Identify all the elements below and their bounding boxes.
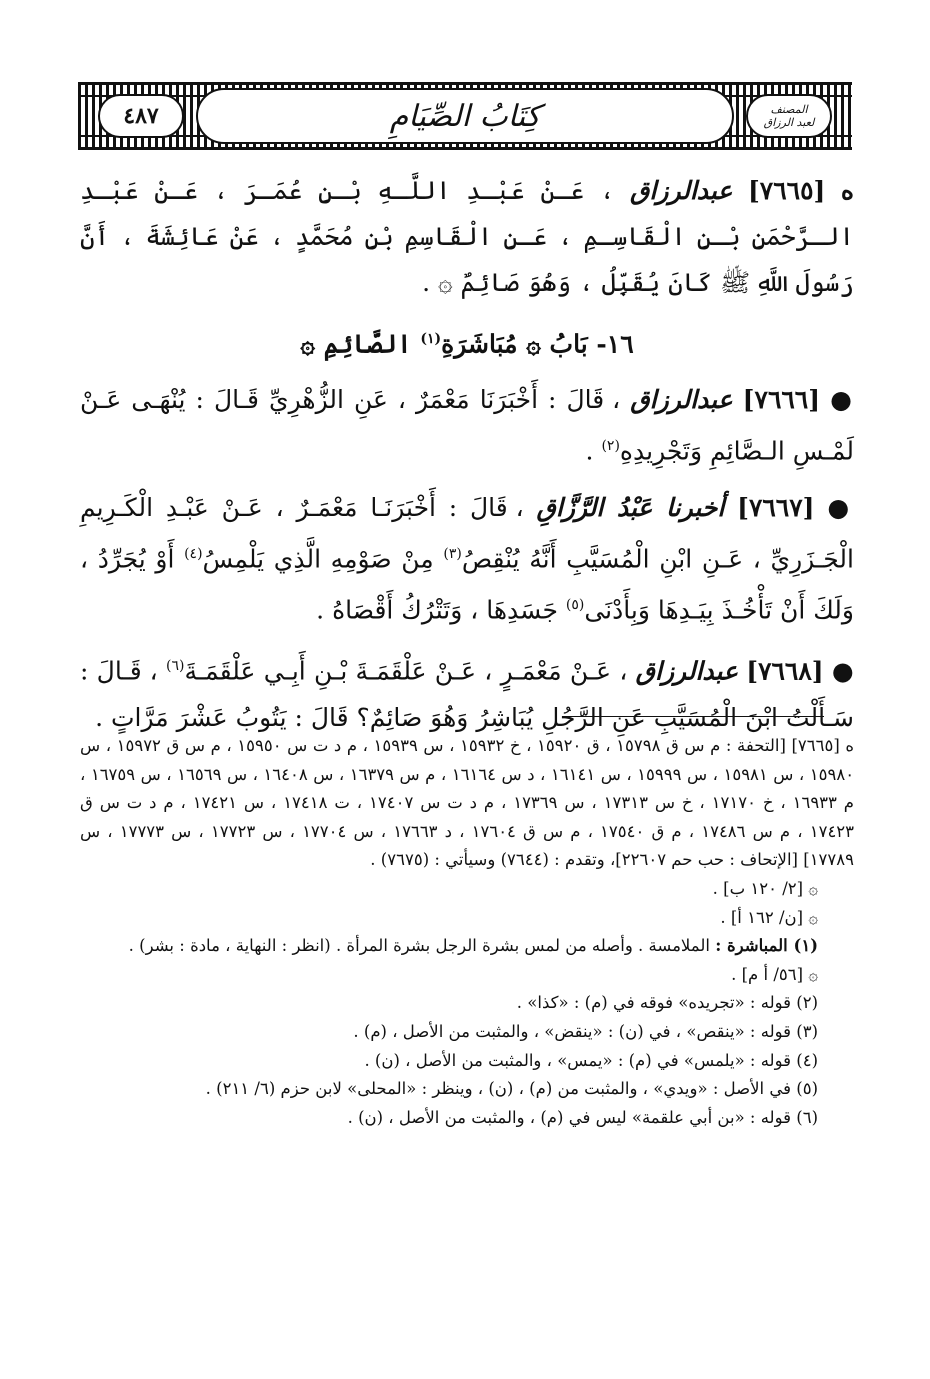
hadith-7667: [80, 485, 854, 634]
footnote-1-text: الملامسة . وأصله من لمس بشرة الرجل بشرة المرأة . (انظر : النهاية ، مادة : بشر) .: [128, 936, 710, 956]
footnote-ref: (٣): [443, 545, 462, 562]
series-line-2: لعبد الرزاق: [763, 116, 815, 129]
hadith-marker: ه: [840, 176, 854, 205]
book-title: كِتَابُ الصِّيَامِ: [389, 98, 541, 134]
hadith-text: ، عَـنْ عَبْـدِ اللَّـهِ بْـنِ عُمَـرَ ، عَـنْ عَبْـدِ الـرَّحْمَنِ بْـنِ الْقَاسِـمِ ، عَـنِ الْقَاسِمِ بْنِ مُحَمَّدٍ ، عَنْ عَائِشَةَ ، أَنَّ رَسُولَ اللَّهِ ﷺ كَانَ يُقَبِّلُ ، وَهُوَ صَائِمٌ ۞ .: [80, 176, 854, 297]
page-number: [98, 94, 184, 138]
main-text: [80, 168, 854, 751]
folio-note: ۞ [٢/ ١٢٠ ب] .: [712, 878, 818, 898]
hadith-text-2: مِنْ صَوْمِهِ الَّذِي يَلْمِسُ: [202, 543, 434, 573]
footnote-6: (٦) قوله : «بن أبي علقمة» ليس في (م) ، والمثبت من الأصل ، (ن) .: [347, 1107, 818, 1127]
footnote-1-label: (١) المباشرة :: [715, 936, 818, 956]
hadith-number: [٧٦٦٨]: [746, 656, 824, 686]
footnote-ref: (١): [420, 331, 442, 347]
series-line-1: المصنف: [770, 103, 808, 116]
folio-note: ۞ [ن/ ١٦٢ أ] .: [720, 907, 818, 927]
hadith-text-3: أَوْ يُجَرِّدُ ، وَلَكَ أَنْ تَأْخُـذَ بِيَـدِهَا وَبِأَدْنَى: [80, 543, 854, 625]
hadith-text-1: ، عَـنْ مَعْمَـرٍ ، عَـنْ عَلْقَمَـةَ بْـنِ أَبِـي عَلْقَمَـةَ: [184, 656, 628, 686]
hadith-7668: [80, 643, 854, 740]
footnote-ref: (٥): [565, 596, 585, 613]
hadith-marker: ●: [830, 385, 854, 415]
series-logo: [746, 94, 832, 138]
hadith-marker: ●: [827, 492, 854, 522]
footnotes: [80, 732, 854, 1132]
chapter-title-end: الصَّائِمِ ۞: [300, 329, 412, 359]
footnote-1: [80, 932, 854, 961]
footnote-divider: [562, 716, 824, 717]
chapter-title-start: بَابُ ۞ مُبَاشَرَةِ: [441, 329, 588, 359]
chapter-title-cartouche: [196, 88, 734, 144]
narrator-name: عبدالرزاق: [630, 176, 733, 205]
hadith-number: [٧٦٦٧]: [737, 492, 815, 522]
hadith-7665: [80, 168, 854, 306]
hadith-marker: ●: [831, 656, 854, 686]
chapter-number: ١٦-: [596, 329, 634, 359]
hadith-end: .: [585, 436, 594, 466]
hadith-number: [٧٦٦٥]: [747, 176, 826, 205]
footnote-ref: (٤): [184, 545, 203, 562]
tahfa-reference: ه [٧٦٦٥] [التحفة : م س ق ١٥٧٩٨ ، ق ١٥٩٢٠ ، خ ١٥٩٣٢ ، س ١٥٩٣٩ ، م د ت س ١٥٩٥٠ ، م س ق ١٥٩٧٢ ، س ١٥٩٨٠ ، س ١٥٩٨١ ، س ١٥٩٩٩ ، س ١٦١٤١ ، د س ١٦١٦٤ ، م س ١٦٣٧٩ ، س ١٦٤٠٨ ، س ١٦٥٦٩ ، س ١٦٧٥٩ ، م ١٦٩٣٣ ، خ ١٧١٧٠ ، خ س ١٧٣١٣ ، س ١٧٣٦٩ ، م د ت س ١٧٤٠٧ ، ت ١٧٤١٨ ، س ١٧٤٢١ ، م د ت س ق ١٧٤٢٣ ، م س ١٧٤٨٦ ، م ق ١٧٥٤٠ ، م س ق ١٧٦٠٤ ، د ١٧٦٦٣ ، س ١٧٧٠٤ ، س ١٧٧٢٣ ، س ١٧٧٧٣ ، س ١٧٧٨٩] [الإتحاف : حب حم ٢٢٦٠٧]، وتقدم : (٧٦٤٤) وسيأتي : (٧٦٧٥) .: [80, 736, 855, 870]
page-number-text: ٤٨٧: [123, 103, 159, 129]
footnote-2: (٢) قوله : «تجريده» فوقه في (م) : «كذا» .: [516, 993, 818, 1013]
hadith-7666: [80, 377, 854, 474]
chapter-heading: [80, 316, 854, 367]
page-header: [78, 82, 852, 150]
footnote-3: (٣) قوله : «ينقص» ، في (ن) : «ينقض» ، والمثبت من الأصل ، (م) .: [353, 1021, 818, 1041]
footnote-ref: (٦): [165, 658, 185, 675]
narrator-name: أخبرنا عَبْدُ الرَّزَّاقِ: [536, 492, 725, 522]
narrator-name: عبدالرزاق: [635, 656, 738, 686]
hadith-number: [٧٦٦٦]: [742, 385, 821, 415]
footnote-ref: (٢): [601, 438, 620, 455]
hadith-text-4: جَسَدِهَا ، وَتَتْرُكُ أَقْصَاهُ .: [316, 595, 558, 625]
narrator-name: عبدالرزاق: [630, 385, 733, 415]
footnote-4: (٤) قوله : «يلمس» في (م) : «يمس» ، والمثبت من الأصل ، (ن) .: [364, 1050, 818, 1070]
hadith-text-2: ، قَـالَ : سَـأَلْتُ ابْنَ الْمُسَيَّبِ عَنِ الرَّجُلِ يُبَاشِرُ وَهُوَ صَائِمٌ؟ قَالَ : يَتُوبُ عَشْرَ مَرَّاتٍ .: [80, 656, 854, 732]
hadith-text: ، قَالَ : أَخْبَرَنَا مَعْمَرٌ ، عَنِ الزُّهْرِيِّ قَـالَ : يُنْهَـى عَـنْ لَمْـسِ الـصَّائِمِ وَتَجْرِيدِهِ: [80, 385, 854, 466]
footnote-5: (٥) في الأصل : «ويدي» ، والمثبت من (م) ، (ن) ، وينظر : «المحلى» لابن حزم (٦/ ٢١١) .: [205, 1079, 818, 1099]
hadith-text-1: ، قَالَ : أَخْبَرَنَـا مَعْمَـرٌ ، عَـنْ عَبْـدِ الْكَـرِيمِ الْجَـزَرِيِّ ، عَـنِ ابْنِ الْمُسَيَّبِ أَنَّهُ يُنْقِصُ: [80, 492, 854, 573]
folio-note: ۞ [٥٦/ أ م] .: [731, 964, 818, 984]
